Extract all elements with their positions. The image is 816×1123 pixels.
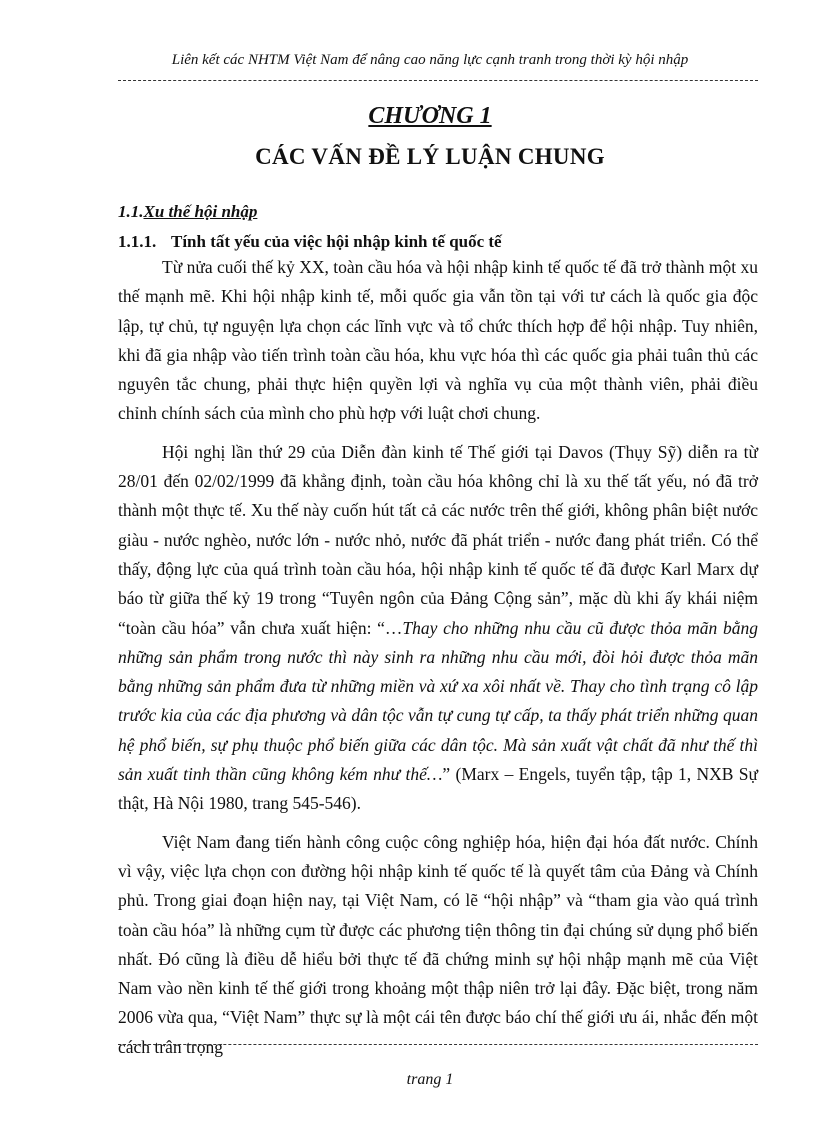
header-divider	[118, 80, 758, 81]
footer-divider	[118, 1044, 758, 1045]
paragraph-2-intro: Hội nghị lần thứ 29 của Diễn đàn kinh tế Thế giới tại Davos (Thụy Sỹ) diễn ra từ 28/01 đến 02/02/1999 đã khẳng định, toàn cầu hóa không chỉ là xu thế tất yếu, nó đã trở thành một thực tế. Xu thế này cuốn hút tất cả các nước trên thế giới, không phân biệt nước giàu - nước nghèo, nước lớn - nước nhỏ, nước đã phát triển - nước đang phát triển. Có thể thấy, động lực của quá trình toàn cầu hóa, hội nhập kinh tế quốc tế đã được Karl Marx dự báo từ giữa thế kỷ 19 trong “Tuyên ngôn của Đảng Cộng sản”, mặc dù khi ấy khái niệm “toàn cầu hóa” vẫn chưa xuất hiện: “…	[118, 441, 758, 638]
body-text	[118, 253, 758, 1071]
section-heading	[118, 200, 257, 224]
running-header: Liên kết các NHTM Việt Nam để nâng cao năng lực cạnh tranh trong thời kỳ hội nhập	[171, 52, 689, 68]
chapter-title: CHƯƠNG 1	[368, 103, 492, 129]
subsection-number: 1.1.1.	[118, 232, 157, 251]
page-number: trang 1	[406, 1071, 454, 1088]
subsection-title: Tính tất yếu của việc hội nhập kinh tế quốc tế	[171, 232, 502, 251]
paragraph-1: Từ nửa cuối thế kỷ XX, toàn cầu hóa và hội nhập kinh tế quốc tế đã trở thành một xu thế mạnh mẽ. Khi hội nhập kinh tế, mỗi quốc gia vẫn tồn tại với tư cách là quốc gia độc lập, tự chủ, tự nguyện lựa chọn các lĩnh vực và tổ chức thích hợp để hội nhập. Tuy nhiên, khi đã gia nhập vào tiến trình toàn cầu hóa, khu vực hóa thì các quốc gia phải tuân thủ các nguyên tắc chung, phải thực hiện quyền lợi và nghĩa vụ của một thành viên, phải điều chỉnh chính sách của mình cho phù hợp với luật chơi chung.	[118, 257, 758, 424]
chapter-subtitle: CÁC VẤN ĐỀ LÝ LUẬN CHUNG	[255, 144, 605, 169]
paragraph-3: Việt Nam đang tiến hành công cuộc công nghiệp hóa, hiện đại hóa đất nước. Chính vì vậy, việc lựa chọn con đường hội nhập kinh tế quốc tế là quyết tâm của Đảng và Chính phủ. Trong giai đoạn hiện nay, tại Việt Nam, có lẽ “hội nhập” và “tham gia vào quá trình toàn cầu hóa” là những cụm từ được các phương tiện thông tin đại chúng sử dụng phổ biến nhất. Đó cũng là điều dễ hiểu bởi thực tế đã chứng minh sự hội nhập mạnh mẽ của Việt Nam vào nền kinh tế thế giới trong khoảng một thập niên trở lại đây. Đặc biệt, trong năm 2006 vừa qua, “Việt Nam” thực sự là một cái tên được báo chí thế giới ưu ái, nhắc đến một cách trân trọng	[118, 831, 758, 1057]
subsection-heading	[118, 230, 502, 254]
paragraph-2	[118, 438, 758, 819]
marx-quote: Thay cho những nhu cầu cũ được thỏa mãn bằng những sản phẩm trong nước thì này sinh ra những nhu cầu mới, đòi hỏi được thỏa mãn bằng những sản phẩm đưa từ những miền và xứ xa xôi nhất về. Thay cho tình trạng cô lập trước kia của các địa phương và dân tộc vẫn tự cung tự cấp, ta thấy phát triển những quan hệ phổ biến, sự phụ thuộc phổ biến giữa các dân tộc. Mà sản xuất vật chất đã như thế thì sản xuất tinh thần cũng không kém như thế…	[118, 617, 758, 785]
quote-citation: ” (Marx – Engels, tuyển tập, tập 1, NXB Sự thật, Hà Nội 1980, trang 545-546).	[118, 764, 759, 814]
section-number: 1.1.	[118, 202, 144, 221]
section-title: Xu thế hội nhập	[143, 202, 258, 221]
